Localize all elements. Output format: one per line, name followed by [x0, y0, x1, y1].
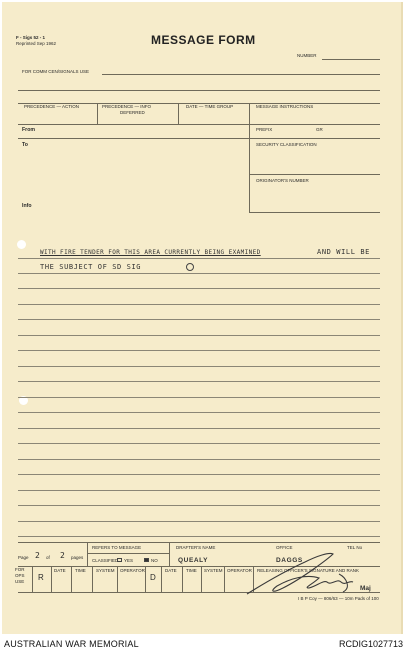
- originators-number-label: ORIGINATOR'S NUMBER: [256, 178, 309, 183]
- tel-no-label: TEL No: [347, 545, 363, 550]
- of-label: of: [46, 555, 50, 560]
- classified-label: CLASSIFIED: [92, 558, 119, 563]
- no-label: NO: [151, 558, 158, 563]
- pages-label: pages: [71, 555, 84, 560]
- page-total: 2: [60, 551, 65, 560]
- system-col-2: SYSTEM: [204, 568, 223, 573]
- rank-value: Maj: [360, 585, 371, 592]
- precedence-action-label: PRECEDENCE — ACTION: [24, 104, 80, 109]
- office-label: OFFICE: [276, 545, 293, 550]
- form-code: F - Sigs 52 - 1: [16, 35, 46, 40]
- message-hand-line1: AND WILL BE: [317, 248, 370, 256]
- time-col-2: TIME: [186, 568, 197, 573]
- system-col-1: SYSTEM: [96, 568, 115, 573]
- r-letter: R: [38, 573, 44, 582]
- message-form-sheet: [2, 2, 403, 634]
- use-label: USE: [15, 579, 25, 584]
- archive-footer: [0, 636, 407, 654]
- operator-col-2: OPERATOR: [227, 568, 252, 573]
- from-label: From: [22, 127, 35, 133]
- releasing-officer-label: RELEASING OFFICER'S SIGNATURE AND RANK: [257, 568, 360, 573]
- precedence-info-label: PRECEDENCE — INFO: [102, 104, 152, 109]
- drafters-name-value: QUEALY: [178, 557, 209, 564]
- deferred-label: DEFERRED: [120, 110, 145, 115]
- classified-yes-checkbox[interactable]: [117, 558, 122, 562]
- d-letter: D: [150, 573, 156, 582]
- time-col-1: TIME: [75, 568, 86, 573]
- info-label: Info: [22, 203, 32, 209]
- signature-icon: [243, 548, 363, 600]
- yes-label: YES: [124, 558, 134, 563]
- drafters-name-label: DRAFTER'S NAME: [176, 545, 216, 550]
- page-number: 2: [35, 551, 40, 560]
- ops-label: OPS: [15, 573, 25, 578]
- refers-to-label: REFERS TO MESSAGE: [92, 545, 142, 550]
- message-typed-line: WITH FIRE TENDER FOR THIS AREA CURRENTLY BEING EXAMINED: [40, 249, 261, 256]
- reprint-date: Reprinted Sep 1962: [16, 41, 57, 46]
- for-ops-use-label: FOR: [15, 567, 25, 572]
- prefix-label: PREFIX: [256, 127, 273, 132]
- operator-col-1: OPERATOR: [120, 568, 145, 573]
- office-value: DAGGS: [276, 557, 303, 564]
- date-col-2: DATE: [165, 568, 177, 573]
- date-col-1: DATE: [54, 568, 66, 573]
- archive-institution: AUSTRALIAN WAR MEMORIAL: [4, 639, 139, 649]
- archive-reference: RCDIG1027713: [338, 639, 403, 649]
- form-title: MESSAGE FORM: [151, 33, 256, 47]
- page-label: Page: [18, 555, 29, 560]
- circled-mark-icon: [186, 263, 194, 271]
- number-label: NUMBER: [297, 53, 317, 58]
- date-time-group-label: DATE — TIME GROUP: [186, 104, 234, 109]
- classified-no-checkbox[interactable]: [144, 558, 149, 562]
- printer-imprint: I B P Coy — 806/63 — 10m Pads of 100: [298, 596, 379, 601]
- message-instructions-label: MESSAGE INSTRUCTIONS: [256, 104, 314, 109]
- to-label: To: [22, 142, 28, 148]
- message-hand-line2: THE SUBJECT OF SD SIG: [40, 263, 142, 271]
- gr-label: GR: [316, 127, 323, 132]
- security-classification-label: SECURITY CLASSIFICATION: [256, 142, 317, 147]
- punch-hole-top: [17, 240, 26, 249]
- comm-cen-label: FOR COMM CEN/SIGNALS USE: [22, 69, 90, 74]
